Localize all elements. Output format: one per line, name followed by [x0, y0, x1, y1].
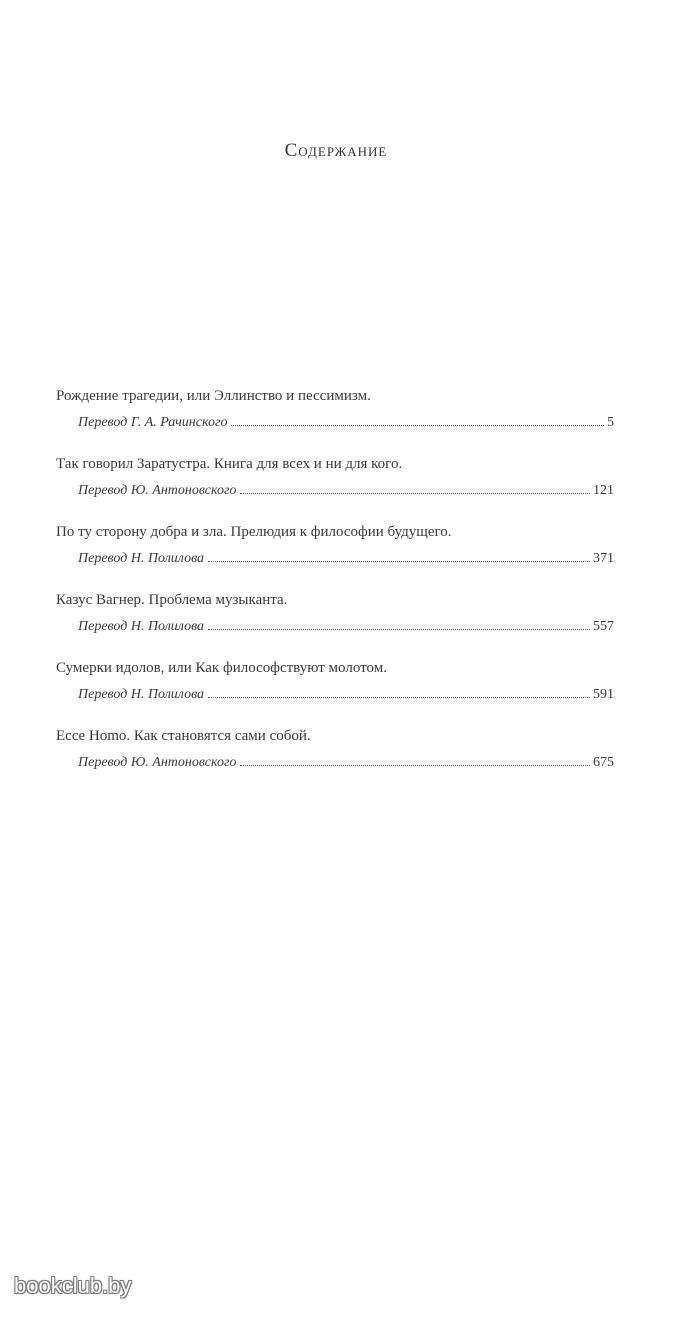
toc-entry	[56, 589, 614, 657]
toc-entry-page: 557	[593, 619, 614, 634]
toc-entry-line	[56, 549, 614, 569]
toc-entry-line	[56, 481, 614, 501]
dot-leader	[240, 492, 590, 494]
page-title: Содержание	[284, 140, 388, 161]
toc-entry-title: Ecce Homo. Как становятся сами собой.	[56, 728, 311, 744]
toc-entry-translator: Перевод Н. Полилова	[78, 551, 205, 566]
toc-entry	[56, 521, 614, 589]
toc-entry-page: 5	[607, 415, 614, 430]
toc-entry	[56, 385, 614, 453]
dot-leader	[231, 424, 604, 426]
toc-entry-page: 121	[593, 483, 614, 498]
toc-entry-line	[56, 413, 614, 433]
toc-entry-translator: Перевод Н. Полилова	[78, 619, 205, 634]
toc-entry	[56, 453, 614, 521]
toc-entry-line	[56, 617, 614, 637]
toc-entry-title: Сумерки идолов, или Как философствуют молотом.	[56, 660, 387, 676]
watermark: bookclub.by	[14, 1273, 132, 1298]
toc-entry-line	[56, 753, 614, 773]
table-of-contents	[56, 385, 614, 793]
toc-entry-title: Рождение трагедии, или Эллинство и пессимизм.	[56, 388, 371, 404]
toc-entry-translator: Перевод Н. Полилова	[78, 687, 205, 702]
dot-leader	[240, 764, 590, 766]
dot-leader	[208, 560, 590, 562]
toc-entry-page: 371	[593, 551, 614, 566]
toc-entry-title: По ту сторону добра и зла. Прелюдия к философии будущего.	[56, 524, 452, 540]
toc-entry	[56, 657, 614, 725]
toc-entry-title: Казус Вагнер. Проблема музыканта.	[56, 592, 288, 608]
toc-entry-line	[56, 685, 614, 705]
toc-entry-page: 591	[593, 687, 614, 702]
dot-leader	[208, 628, 590, 630]
toc-entry	[56, 725, 614, 793]
dot-leader	[208, 696, 590, 698]
toc-entry-translator: Перевод Ю. Антоновского	[78, 483, 237, 498]
toc-entry-translator: Перевод Ю. Антоновского	[78, 755, 237, 770]
toc-entry-translator: Перевод Г. А. Рачинского	[78, 415, 228, 430]
toc-entry-page: 675	[593, 755, 614, 770]
toc-entry-title: Так говорил Заратустра. Книга для всех и ни для кого.	[56, 456, 403, 472]
